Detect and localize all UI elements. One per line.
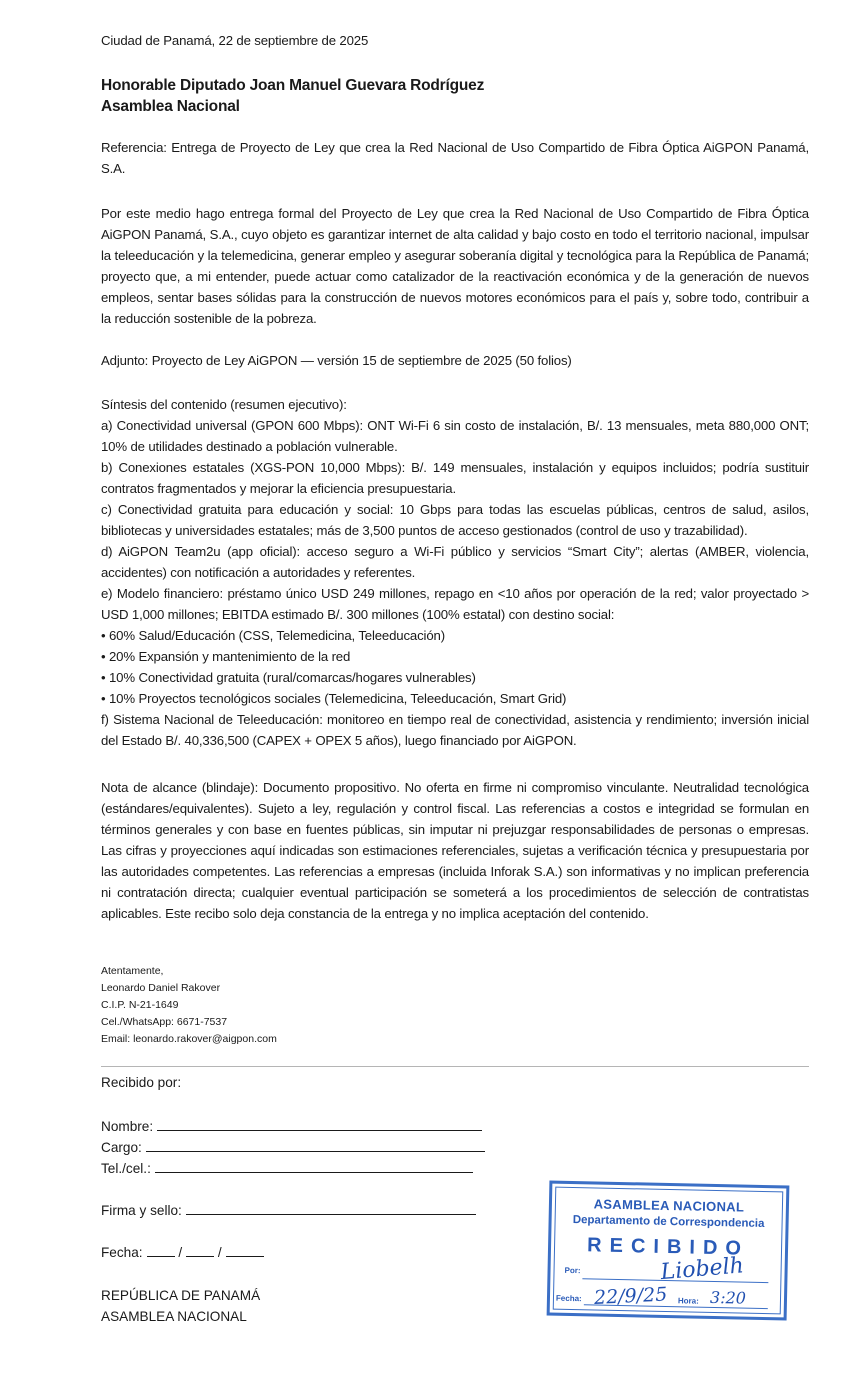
receipt-heading: Recibido por:	[101, 1075, 182, 1090]
signer-id: C.I.P. N-21-1649	[101, 999, 179, 1011]
name-field[interactable]	[101, 1116, 482, 1137]
summary-item-a: a) Conectividad universal (GPON 600 Mbps): ONT Wi-Fi 6 sin costo de instalación, B/. 13 mensuales, meta 880,000 ONT; 10% de utilidades destinado a población vulnerable.	[101, 418, 809, 454]
signer-email: Email: leonardo.rakover@aigpon.com	[101, 1033, 277, 1045]
signer-name: Leonardo Daniel Rakover	[101, 982, 221, 994]
phone-blank[interactable]	[155, 1158, 473, 1173]
closing: Atentamente,	[101, 965, 164, 977]
recipient-institution: Asamblea Nacional	[101, 98, 240, 115]
divider	[101, 1066, 809, 1067]
position-label: Cargo:	[101, 1140, 142, 1155]
stamp-title: ASAMBLEA NACIONAL	[593, 1196, 745, 1215]
position-blank[interactable]	[146, 1137, 485, 1152]
stamp-hora-label: Hora:	[677, 1296, 699, 1306]
footer-assembly: ASAMBLEA NACIONAL	[101, 1309, 247, 1324]
stamp-date-value: 22/9/25	[593, 1283, 668, 1310]
body-paragraph: Por este medio hago entrega formal del Proyecto de Ley que crea la Red Nacional de Uso Compartido de Fibra Óptica AiGPON Panamá, S.A., cuyo objeto es garantizar internet de alta calidad y bajo costo en todo el territorio nacional, impulsar la teleeducación y la telemedicina, generar empleo y asegurar soberanía digital y tecnológica para la República de Panamá; proyecto que, a mi entender, puede actuar como catalizador de la reactivación económica y de la generación de nuevos empleos, sentar bases sólidas para la construcción de nuevos motores económicos para el país y, sobre todo, contribuir a la reducción sostenible de la pobreza.	[101, 206, 809, 326]
stamp-time-value: 3:20	[709, 1287, 747, 1308]
stamp-status: RECIBIDO	[586, 1234, 750, 1260]
received-stamp	[547, 1181, 790, 1321]
signature-field[interactable]	[101, 1200, 476, 1221]
month-blank[interactable]	[186, 1242, 214, 1257]
stamp-department: Departamento de Correspondencia	[572, 1214, 765, 1231]
date-separator: /	[178, 1245, 183, 1260]
bullet-item: • 60% Salud/Educación (CSS, Telemedicina, Teleeducación)	[101, 628, 445, 643]
date-line: Ciudad de Panamá, 22 de septiembre de 2025	[101, 33, 369, 48]
attachment-line: Adjunto: Proyecto de Ley AiGPON — versión 15 de septiembre de 2025 (50 folios)	[101, 353, 572, 368]
signature-label: Firma y sello:	[101, 1203, 182, 1218]
name-blank[interactable]	[157, 1116, 482, 1131]
date-label: Fecha:	[101, 1245, 143, 1260]
summary-item-e: e) Modelo financiero: préstamo único USD 249 millones, repago en <10 años por operación de la red; valor proyectado > USD 1,000 millones; EBITDA estimado B/. 300 millones (100% estatal) con destino social:	[101, 586, 809, 622]
bullet-item: • 10% Proyectos tecnológicos sociales (Telemedicina, Teleeducación, Smart Grid)	[101, 691, 567, 706]
day-blank[interactable]	[147, 1242, 175, 1257]
signature-blank[interactable]	[186, 1200, 476, 1215]
recipient-name: Honorable Diputado Joan Manuel Guevara Rodríguez	[101, 77, 485, 94]
summary-heading: Síntesis del contenido (resumen ejecutivo):	[101, 397, 347, 412]
name-label: Nombre:	[101, 1119, 154, 1134]
summary-item-d: d) AiGPON Team2u (app oficial): acceso seguro a Wi-Fi público y servicios “Smart City”; alertas (AMBER, violencia, accidentes) con notificación a autoridades y referentes.	[101, 544, 809, 580]
date-field[interactable]	[101, 1242, 264, 1263]
stamp-fecha-label: Fecha:	[555, 1293, 582, 1304]
stamp-por-label: Por:	[564, 1265, 581, 1276]
position-field[interactable]	[101, 1137, 485, 1158]
stamp-signature: Liobelh	[659, 1253, 745, 1286]
year-blank[interactable]	[226, 1242, 264, 1257]
phone-label: Tel./cel.:	[101, 1161, 151, 1176]
signer-phone: Cel./WhatsApp: 6671-7537	[101, 1016, 228, 1028]
footer-country: REPÚBLICA DE PANAMÁ	[101, 1288, 261, 1303]
summary-item-f: f) Sistema Nacional de Teleeducación: monitoreo en tiempo real de conectividad, asistencia y rendimiento; inversión inicial del Estado B/. 40,336,500 (CAPEX + OPEX 5 años), luego financiado por AiGPON.	[101, 712, 809, 748]
scope-note: Nota de alcance (blindaje): Documento propositivo. No oferta en firme ni compromiso vinculante. Neutralidad tecnológica (estándares/equivalentes). Sujeto a ley, regulación y control fiscal. Las referencias a costos e integridad se formulan en términos generales y con base en fuentes públicas, sin imputar ni prejuzgar responsabilidades de personas o empresas. Las cifras y proyecciones aquí indicadas son estimaciones referenciales, sujetas a verificación técnica y presupuestaria por las autoridades competentes. Las referencias a empresas (incluida Inforak S.A.) son informativas y no implican preferencia ni contratación directa; cualquier eventual participación se someterá a los procedimientos de selección de contratistas aplicables. Este recibo solo deja constancia de la entrega y no implica aceptación del contenido.	[101, 780, 809, 921]
bullet-item: • 10% Conectividad gratuita (rural/comarcas/hogares vulnerables)	[101, 670, 476, 685]
reference-line: Referencia: Entrega de Proyecto de Ley que crea la Red Nacional de Uso Compartido de Fibra Óptica AiGPON Panamá, S.A.	[101, 140, 809, 176]
date-separator: /	[217, 1245, 222, 1260]
summary-item-c: c) Conectividad gratuita para educación y social: 10 Gbps para todas las escuelas públicas, centros de salud, asilos, bibliotecas y universidades estatales; más de 3,500 puntos de acceso gestionados (control de uso y trazabilidad).	[101, 502, 809, 538]
bullet-item: • 20% Expansión y mantenimiento de la red	[101, 649, 351, 664]
summary-section	[101, 394, 809, 751]
summary-item-b: b) Conexiones estatales (XGS-PON 10,000 Mbps): B/. 149 mensuales, instalación y equipos incluidos; podría sustituir contratos fragmentados y mejorar la eficiencia presupuestaria.	[101, 460, 809, 496]
phone-field[interactable]	[101, 1158, 473, 1179]
signature-block	[101, 963, 277, 1048]
